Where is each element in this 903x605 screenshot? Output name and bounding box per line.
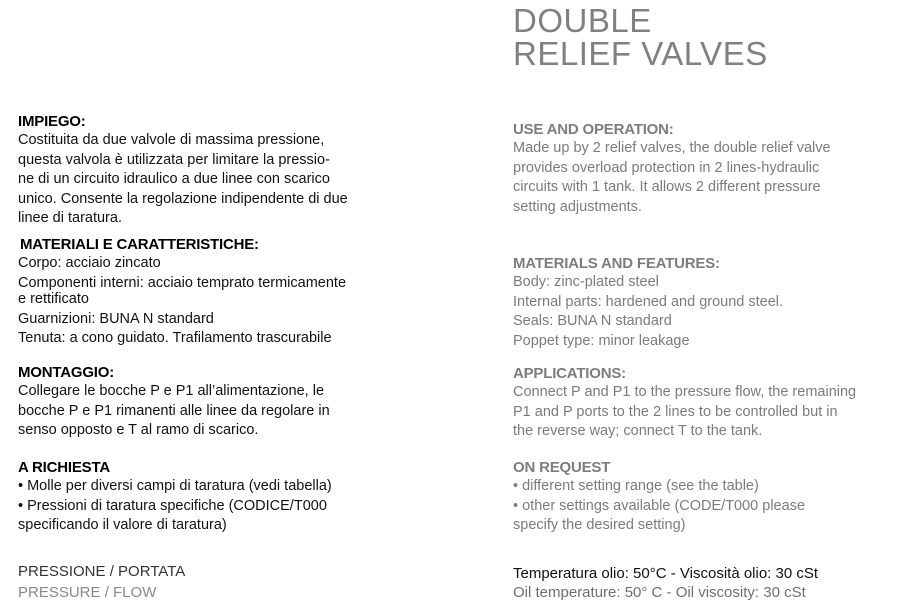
section-body [513, 273, 783, 351]
body-line: Made up by 2 relief valves, the double relief valve [513, 140, 831, 156]
body-line: Internal parts: hardened and ground steel. [513, 293, 784, 310]
footer-oil-english: Oil temperature: 50° C - Oil viscosity: 30 cSt [513, 584, 806, 601]
body-line: setting adjustments. [513, 198, 642, 215]
footer-oil-specs [513, 563, 818, 603]
title-line-1: DOUBLE [513, 2, 652, 39]
section-body [18, 131, 348, 229]
body-line: ne di un circuito idraulico a due linee con scarico [18, 171, 330, 187]
body-line: Seals: BUNA N standard [513, 313, 672, 329]
section-heading: APPLICATIONS: [513, 365, 626, 382]
section-on-request [513, 458, 805, 536]
body-line: specificando il valore di taratura) [18, 517, 227, 533]
footer-pressure-flow [18, 561, 185, 603]
section-body [513, 477, 805, 536]
section-applications [513, 364, 856, 442]
body-line: Body: zinc-plated steel [513, 274, 659, 290]
body-line: unico. Consente la regolazione indipendente di due [18, 190, 348, 207]
section-heading: MATERIALI E CARATTERISTICHE: [20, 236, 259, 253]
body-line: senso opposto e T al ramo di scarico. [18, 422, 259, 438]
body-line: • Pressioni di taratura specifiche (CODICE/T000 [18, 497, 327, 514]
section-heading: IMPIEGO: [18, 113, 86, 130]
body-line: provides overload protection in 2 lines-hydraulic [513, 159, 820, 176]
section-materials-and-features [513, 254, 783, 351]
body-line: Poppet type: minor leakage [513, 332, 690, 349]
body-line: the reverse way; connect T to the tank. [513, 423, 763, 439]
body-line: e rettificato [18, 291, 89, 307]
body-line: Connect P and P1 to the pressure flow, the remaining [513, 384, 857, 400]
body-line: Corpo: acciaio zincato [18, 255, 161, 271]
page-title [513, 4, 768, 70]
footer-oil-italian: Temperatura olio: 50°C - Viscosità olio: 30 cSt [513, 565, 819, 582]
section-heading: ON REQUEST [513, 459, 611, 476]
body-line: specify the desired setting) [513, 517, 686, 533]
body-line: Guarnizioni: BUNA N standard [18, 310, 214, 327]
body-line: Tenuta: a cono guidato. Trafilamento trascurabile [18, 330, 332, 346]
section-heading: USE AND OPERATION: [513, 121, 674, 138]
section-montaggio [18, 363, 330, 441]
body-line: Collegare le bocche P e P1 all’alimentazione, le [18, 383, 325, 399]
section-body [513, 139, 831, 217]
body-line: Componenti interni: acciaio temprato termicamente [18, 274, 347, 291]
section-body [513, 383, 856, 442]
footer-label-english: PRESSURE / FLOW [18, 584, 157, 601]
body-line: circuits with 1 tank. It allows 2 different pressure [513, 179, 821, 195]
section-body [18, 382, 330, 441]
section-use-and-operation [513, 120, 831, 217]
section-heading: MATERIALS AND FEATURES: [513, 255, 720, 272]
body-line: • different setting range (see the table) [513, 478, 759, 494]
section-materiali [20, 235, 346, 349]
section-heading: MONTAGGIO: [18, 364, 115, 381]
body-line: linee di taratura. [18, 210, 122, 226]
footer-label-italian: PRESSIONE / PORTATA [18, 563, 186, 580]
section-heading: A RICHIESTA [18, 459, 110, 476]
section-impiego [18, 112, 348, 229]
section-body [18, 477, 332, 536]
title-line-2: RELIEF VALVES [513, 35, 768, 72]
section-body [18, 254, 346, 349]
body-line: questa valvola è utilizzata per limitare la pressio- [18, 151, 330, 168]
body-line: P1 and P ports to the 2 lines to be controlled but in [513, 403, 838, 420]
body-line: Costituita da due valvole di massima pressione, [18, 132, 325, 148]
body-line: bocche P e P1 rimanenti alle linee da regolare in [18, 402, 330, 419]
section-richiesta [18, 458, 332, 536]
body-line: • other settings available (CODE/T000 please [513, 497, 806, 514]
body-line: • Molle per diversi campi di taratura (vedi tabella) [18, 478, 332, 494]
